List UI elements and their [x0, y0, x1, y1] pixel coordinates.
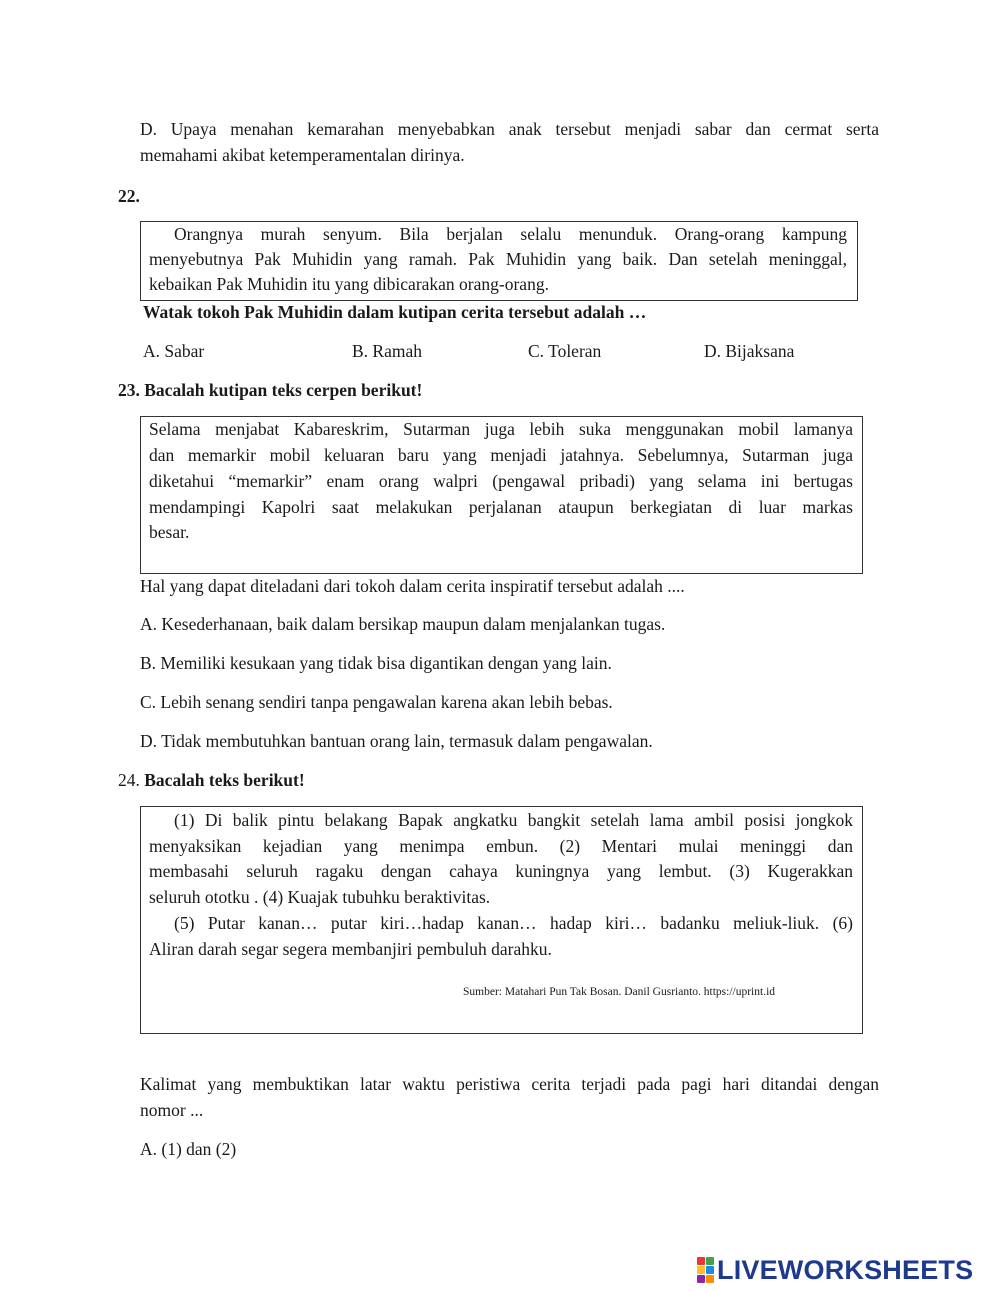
q24-number: 24. — [118, 770, 145, 790]
q22-passage-line-1: Orangnya murah senyum. Bila berjalan selalu menunduk. Orang-orang kampung — [174, 224, 847, 244]
logo-block-4 — [706, 1266, 714, 1274]
q22-number: 22. — [118, 186, 140, 206]
q22-option-d[interactable]: D. Bijaksana — [704, 341, 795, 361]
q23-passage-line-3: diketahui “memarkir” enam orang walpri (pengawal pribadi) yang selama ini bertugas — [149, 471, 853, 491]
logo-block-2 — [706, 1257, 714, 1265]
q23-passage-line-2: dan memarkir mobil keluaran baru yang menjadi jatahnya. Sebelumnya, Sutarman juga — [149, 445, 853, 465]
q24-passage-line-5: (5) Putar kanan… putar kiri…hadap kanan… hadap kiri… badanku meliuk-liuk. (6) — [174, 913, 853, 933]
q23-passage-line-1: Selama menjabat Kabareskrim, Sutarman juga lebih suka menggunakan mobil lamanya — [149, 419, 853, 439]
q24-passage-line-6: Aliran darah segar segera membanjiri pembuluh darahku. — [149, 939, 552, 959]
q23-question: Hal yang dapat diteladani dari tokoh dalam cerita inspiratif tersebut adalah .... — [140, 576, 685, 596]
q22-passage-line-2: menyebutnya Pak Muhidin yang ramah. Pak Muhidin yang baik. Dan setelah meninggal, — [149, 249, 847, 269]
q24-passage-line-4: seluruh ototku . (4) Kuajak tubuhku beraktivitas. — [149, 887, 491, 907]
logo-block-5 — [697, 1275, 705, 1283]
q24-question-line1: Kalimat yang membuktikan latar waktu peristiwa cerita terjadi pada pagi hari ditandai dengan — [140, 1074, 879, 1094]
q23-option-d[interactable]: D. Tidak membutuhkan bantuan orang lain, termasuk dalam pengawalan. — [140, 731, 653, 751]
q22-option-b[interactable]: B. Ramah — [352, 341, 422, 361]
q22-passage-line-3: kebaikan Pak Muhidin itu yang dibicarakan orang-orang. — [149, 274, 549, 294]
liveworksheets-logo-text: LIVEWORKSHEETS — [717, 1254, 974, 1285]
q24-question-line2: nomor ... — [140, 1100, 204, 1120]
q24-heading-text: Bacalah teks berikut! — [144, 770, 305, 790]
logo-block-1 — [697, 1257, 705, 1265]
q24-heading — [118, 767, 305, 793]
liveworksheets-logo-icon — [697, 1257, 714, 1283]
logo-block-3 — [697, 1266, 705, 1274]
q24-source: Sumber: Matahari Pun Tak Bosan. Danil Gusrianto. https://uprint.id — [463, 986, 776, 998]
q24-passage-line-3: membasahi seluruh ragaku dengan cahaya kuningnya yang lembut. (3) Kugerakkan — [149, 861, 853, 881]
q22-question: Watak tokoh Pak Muhidin dalam kutipan cerita tersebut adalah … — [143, 302, 647, 322]
q22-option-a[interactable]: A. Sabar — [143, 341, 205, 361]
q24-passage-line-2: menyaksikan kejadian yang menimpa embun. (2) Mentari mulai meninggi dan — [149, 836, 853, 856]
q24-option-a[interactable]: A. (1) dan (2) — [140, 1139, 237, 1159]
q21-option-d-line2: memahami akibat ketemperamentalan dirinya. — [140, 145, 465, 165]
q24-passage-line-1: (1) Di balik pintu belakang Bapak angkatku bangkit setelah lama ambil posisi jongkok — [174, 810, 853, 830]
q23-option-a[interactable]: A. Kesederhanaan, baik dalam bersikap maupun dalam menjalankan tugas. — [140, 614, 666, 634]
q23-option-b[interactable]: B. Memiliki kesukaan yang tidak bisa digantikan dengan yang lain. — [140, 653, 612, 673]
logo-block-6 — [706, 1275, 714, 1283]
q23-passage-line-5: besar. — [149, 522, 190, 542]
q23-option-c[interactable]: C. Lebih senang sendiri tanpa pengawalan karena akan lebih bebas. — [140, 692, 613, 712]
q22-option-c[interactable]: C. Toleran — [528, 341, 602, 361]
liveworksheets-logo — [697, 1255, 973, 1285]
q23-heading: 23. Bacalah kutipan teks cerpen berikut! — [118, 380, 423, 400]
q23-passage-line-4: mendampingi Kapolri saat melakukan perjalanan ataupun berkegiatan di luar markas — [149, 497, 853, 517]
q21-option-d-line1: D. Upaya menahan kemarahan menyebabkan anak tersebut menjadi sabar dan cermat serta — [140, 119, 879, 139]
